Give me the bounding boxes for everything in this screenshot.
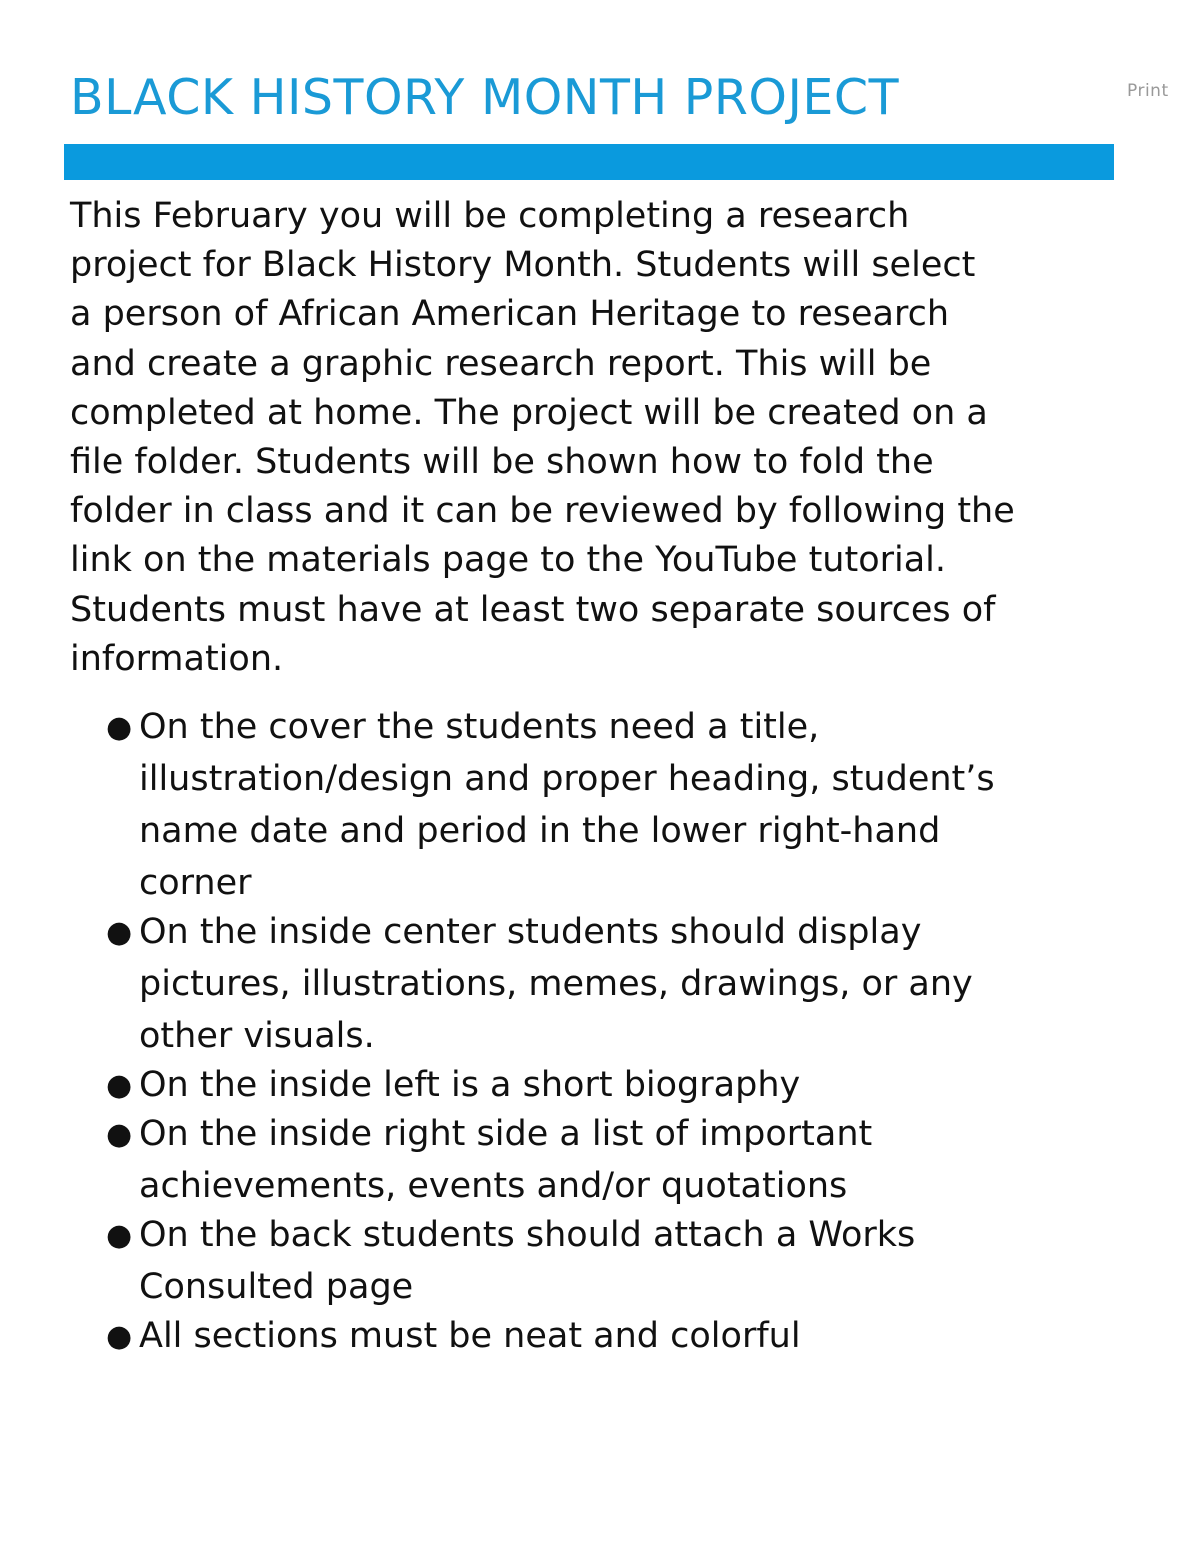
- list-item-line: On the inside center students should display: [139, 912, 922, 952]
- list-item: [106, 1061, 1099, 1110]
- bullet-icon: ●: [106, 710, 133, 745]
- bullet-icon: ●: [106, 1117, 133, 1152]
- bullet-icon: ●: [106, 1068, 133, 1103]
- list-item-line: On the cover the students need a title,: [139, 707, 820, 747]
- list-item-line: name date and period in the lower right-hand: [139, 811, 941, 851]
- list-item-line: Consulted page: [139, 1267, 414, 1307]
- bullet-icon: ●: [106, 1218, 133, 1253]
- list-item: [106, 703, 1099, 908]
- list-item: [106, 1110, 1099, 1211]
- requirements-list: [106, 703, 1099, 1361]
- page-title: BLACK HISTORY MONTH PROJECT: [70, 69, 900, 126]
- intro-paragraph: This February you will be completing a research project for Black History Month. Students will select a person of African American Heritage to research and create a graphic research report. This will be completed at home. The project will be created on a file folder. Students will be shown how to fold the folder in class and it can be reviewed by following the link on the materials page to the YouTube tutorial. Students must have at least two separate sources of information.: [70, 196, 1015, 679]
- list-item-line: On the inside right side a list of important: [139, 1114, 873, 1154]
- list-item-line: All sections must be neat and colorful: [139, 1316, 801, 1356]
- print-link[interactable]: Print: [1127, 81, 1169, 101]
- bullet-icon: ●: [106, 1319, 133, 1354]
- bullet-icon: ●: [106, 915, 133, 950]
- list-item-line: corner: [139, 863, 252, 903]
- list-item-line: illustration/design and proper heading, student’s: [139, 759, 995, 799]
- list-item-line: pictures, illustrations, memes, drawings, or any: [139, 964, 973, 1004]
- list-item-line: On the back students should attach a Works: [139, 1215, 916, 1255]
- list-item-line: On the inside left is a short biography: [139, 1065, 801, 1105]
- list-item: [106, 1312, 1099, 1361]
- list-item-line: achievements, events and/or quotations: [139, 1166, 848, 1206]
- list-item: [106, 908, 1099, 1061]
- list-item: [106, 1211, 1099, 1312]
- list-item-line: other visuals.: [139, 1016, 375, 1056]
- title-rule: [64, 144, 1114, 180]
